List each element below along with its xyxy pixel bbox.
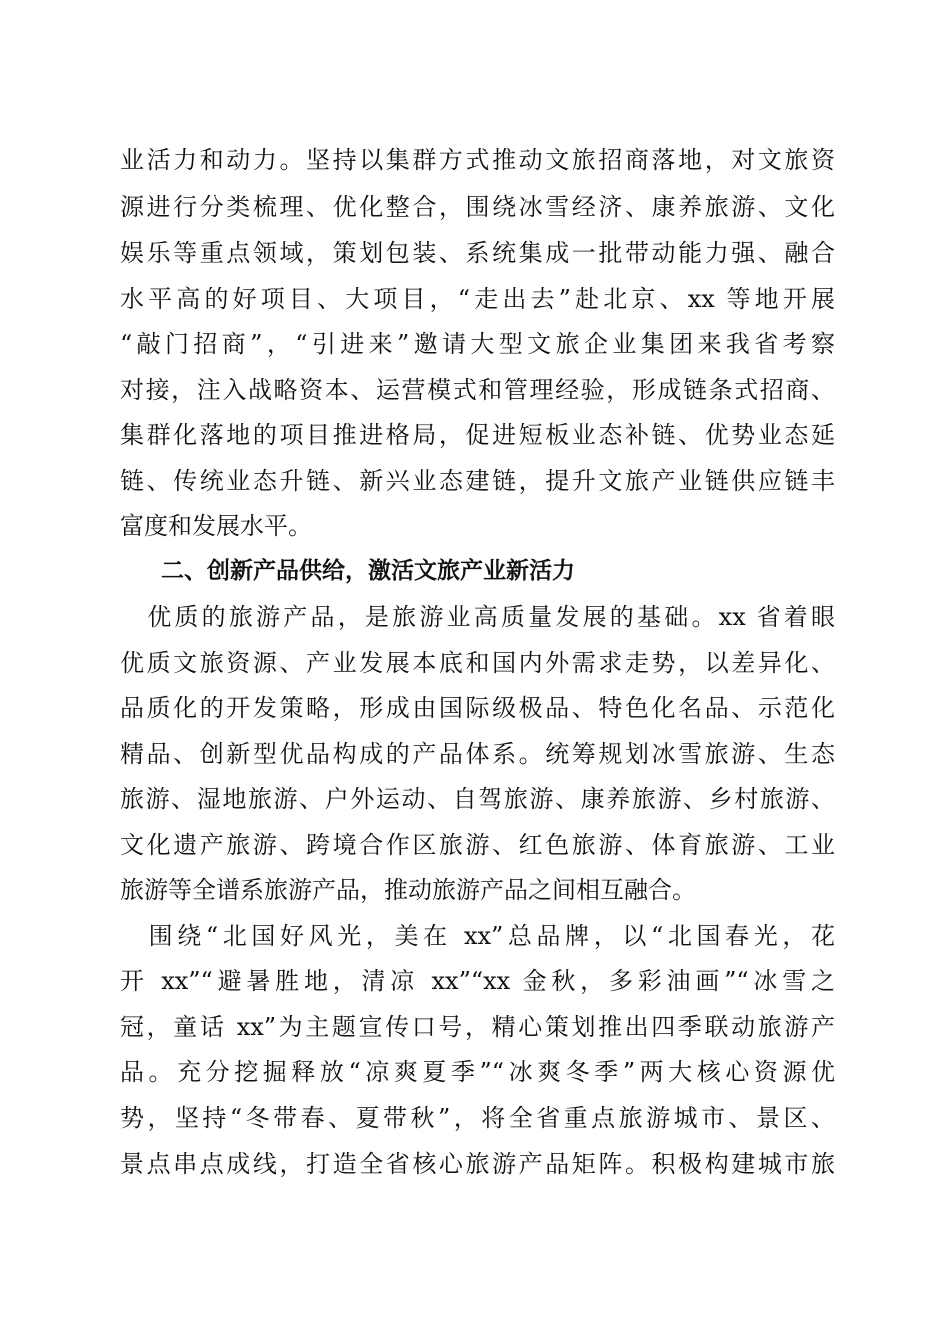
text-line: 源进行分类梳理、优化整合，围绕冰雪经济、康养旅游、文化 <box>120 193 835 221</box>
text-line: 品质化的开发策略，形成由国际级极品、特色化名品、示范化 <box>120 694 835 722</box>
text-line: 围绕“北国好风光，美在 xx”总品牌，以“北国春光，花 <box>120 922 835 950</box>
text-line: 对接，注入战略资本、运营模式和管理经验，形成链条式招商、 <box>120 376 835 404</box>
text-line: 景点串点成线，打造全省核心旅游产品矩阵。积极构建城市旅 <box>120 1150 835 1178</box>
text-line: 集群化落地的项目推进格局，促进短板业态补链、优势业态延 <box>120 421 835 449</box>
text-line: 链、传统业态升链、新兴业态建链，提升文旅产业链供应链丰 <box>120 467 835 495</box>
text-line: 旅游、湿地旅游、户外运动、自驾旅游、康养旅游、乡村旅游、 <box>120 785 835 813</box>
text-line: 娱乐等重点领域，策划包装、系统集成一批带动能力强、融合 <box>120 239 835 267</box>
text-line: 水平高的好项目、大项目，“走出去”赴北京、xx 等地开展 <box>120 285 835 313</box>
text-line: 势，坚持“冬带春、夏带秋”，将全省重点旅游城市、景区、 <box>120 1104 835 1132</box>
text-line: 旅游等全谱系旅游产品，推动旅游产品之间相互融合。 <box>120 876 696 904</box>
text-line: 优质的旅游产品，是旅游业高质量发展的基础。xx 省着眼 <box>120 603 835 631</box>
text-line: 品。充分挖掘释放“凉爽夏季”“冰爽冬季”两大核心资源优 <box>120 1058 835 1086</box>
text-line: 冠，童话 xx”为主题宣传口号，精心策划推出四季联动旅游产 <box>120 1013 835 1041</box>
text-line: 富度和发展水平。 <box>120 512 312 540</box>
text-line: 精品、创新型优品构成的产品体系。统筹规划冰雪旅游、生态 <box>120 740 835 768</box>
text-line: 开 xx”“避暑胜地，清凉 xx”“xx 金秋，多彩油画”“冰雪之 <box>120 967 835 995</box>
text-line: 优质文旅资源、产业发展本底和国内外需求走势，以差异化、 <box>120 649 835 677</box>
text-line: 文化遗产旅游、跨境合作区旅游、红色旅游、体育旅游、工业 <box>120 831 835 859</box>
section-heading: 二、创新产品供给，激活文旅产业新活力 <box>161 558 575 584</box>
text-line: 业活力和动力。坚持以集群方式推动文旅招商落地，对文旅资 <box>120 146 835 174</box>
text-line: “敲门招商”，“引进来”邀请大型文旅企业集团来我省考察 <box>120 330 835 358</box>
